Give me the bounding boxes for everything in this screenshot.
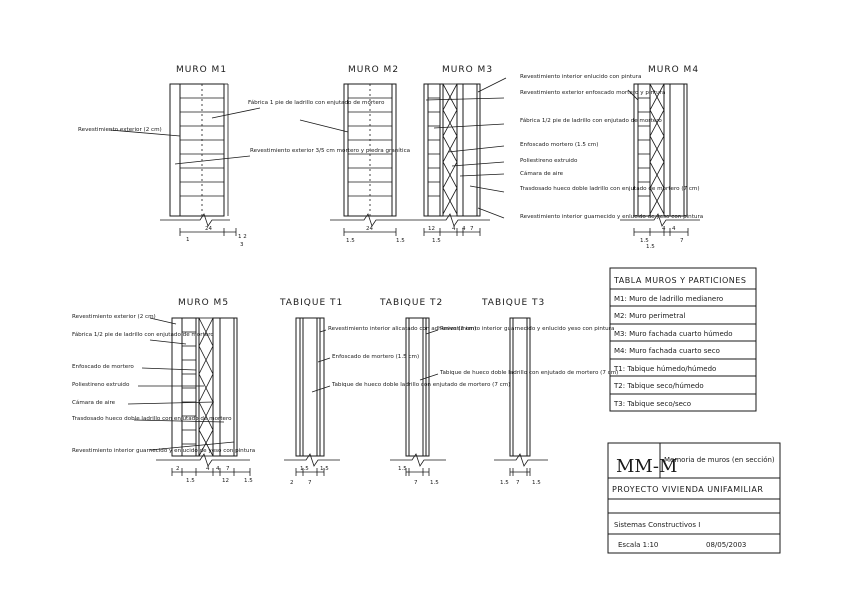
annotation-brick-fabric: Fábrica 1/2 pie de ladrillo con enjutado de mortero xyxy=(520,118,662,124)
annotation-interior-plaster: Revestimiento interior guarnecido y enlucido de yeso con pintura xyxy=(520,214,704,220)
dimension: 7 xyxy=(308,480,312,486)
dimension: 12 xyxy=(222,478,229,484)
wall-title: MURO M5 xyxy=(178,298,230,308)
dimension: 24 xyxy=(205,226,212,232)
wall-title: MURO M4 xyxy=(648,65,700,75)
annotation-interior-plaster: Revestimiento interior guarnecido y enlucido yeso con pintura xyxy=(440,326,615,332)
dimension: 7 xyxy=(680,238,684,244)
partition-title: TABIQUE T1 xyxy=(280,298,344,308)
table-row: T1: Tabique húmedo/húmedo xyxy=(614,365,717,373)
table-row: M4: Muro fachada cuarto seco xyxy=(614,347,720,355)
dimension: 1.5 xyxy=(346,238,355,244)
annotation-exterior-render: Revestimiento exterior (2 cm) xyxy=(72,314,156,320)
annotation-mortar-render: Enfoscado de mortero (1.5 cm) xyxy=(332,354,420,360)
dimension: 1.5 xyxy=(500,480,509,486)
dimension: 1.5 xyxy=(432,238,441,244)
wall-section-m1 xyxy=(78,65,410,248)
table-row: T3: Tabique seco/seco xyxy=(614,400,692,408)
partition-title: TABIQUE T3 xyxy=(482,298,546,308)
annotation-exterior-render: Revestimiento exterior enfoscado mortero y pintura xyxy=(520,90,666,96)
drawing-scale: Escala 1:10 xyxy=(618,541,659,549)
dimension: 1.5 xyxy=(320,466,329,472)
partition-title: TABIQUE T2 xyxy=(380,298,444,308)
dimension: 1.5 xyxy=(640,238,649,244)
dimension: 1 xyxy=(186,237,190,243)
dimension: 1.5 xyxy=(244,478,253,484)
table-row: M3: Muro fachada cuarto húmedo xyxy=(614,330,733,338)
table-row: M1: Muro de ladrillo medianero xyxy=(614,295,724,303)
dimension: 7 xyxy=(516,480,520,486)
dimension: 1.5 xyxy=(430,480,439,486)
dimension: 1.5 xyxy=(300,466,309,472)
dimension: 1.5 xyxy=(186,478,195,484)
annotation-tile-finish: Revestimiento interior alicatado con adhesivo (2 cm) xyxy=(328,326,477,332)
annotation-hollow-brick: Tabique de hueco doble ladrillo con enjutado de mortero (7 cm) xyxy=(440,370,619,376)
table-row: T2: Tabique seco/húmedo xyxy=(614,382,704,390)
course-name: Sistemas Constructivos I xyxy=(614,521,701,529)
annotation-interior-finish: Revestimiento interior enlucido con pintura xyxy=(520,74,642,80)
dimension: 12 xyxy=(428,226,435,232)
annotation-insulation: Poliestireno extruido xyxy=(72,382,130,388)
dimension: 1 2 xyxy=(238,234,247,240)
table-row: M2: Muro perimetral xyxy=(614,312,686,320)
dimension: 7 xyxy=(226,466,230,472)
walls-partitions-table xyxy=(610,268,756,411)
dimension: 4 xyxy=(206,466,210,472)
dimension: 1.5 xyxy=(532,480,541,486)
wall-title: MURO M2 xyxy=(348,65,400,75)
wall-section-m5 xyxy=(71,298,255,484)
drawing-subject: Memoria de muros (en sección) xyxy=(664,456,775,464)
wall-section-m2 xyxy=(300,65,410,244)
drawing-date: 08/05/2003 xyxy=(706,541,747,549)
annotation-mortar-render: Enfoscado mortero (1.5 cm) xyxy=(520,142,599,148)
dimension: 4 xyxy=(672,226,676,232)
annotation-air-cavity: Cámara de aire xyxy=(72,400,116,406)
dimension: 2 xyxy=(176,466,180,472)
dimension: 1.5 xyxy=(398,466,407,472)
annotation-exterior-render: Revestimiento exterior (2 cm) xyxy=(78,127,162,133)
annotation-brick-fabric: Fábrica 1 pie de ladrillo con enjutado de mortero xyxy=(248,100,385,106)
dimension: 3 xyxy=(240,242,244,248)
wall-title: MURO M1 xyxy=(176,65,228,75)
annotation-stone-render: Revestimiento exterior 3/5 cm mortero y piedra granítica xyxy=(250,148,411,154)
dimension: 24 xyxy=(366,226,373,232)
dimension: 2 xyxy=(290,480,294,486)
dimension: 1.5 xyxy=(396,238,405,244)
dimension: 4 xyxy=(662,226,666,232)
annotation-brick-fabric: Fábrica 1/2 pie de ladrillo con enjutado de mortero xyxy=(72,332,214,338)
annotation-hollow-brick-lining: Trasdosado hueco doble ladrillo con enjutado de mortero (7 cm) xyxy=(520,186,700,192)
title-block xyxy=(608,443,780,553)
dimension: 7 xyxy=(470,226,474,232)
table-title: TABLA MUROS Y PARTICIONES xyxy=(614,276,747,285)
dimension: 4 xyxy=(462,226,466,232)
dimension: 7 xyxy=(414,480,418,486)
annotation-hollow-brick-lining: Trasdosado hueco doble ladrillo con enjutado de mortero xyxy=(72,416,232,422)
wall-title: MURO M3 xyxy=(442,65,494,75)
dimension: 4 xyxy=(216,466,220,472)
annotation-insulation: Poliestireno extruido xyxy=(520,158,578,164)
logo-mm-m: MM-M xyxy=(616,456,678,477)
project-name: PROYECTO VIVIENDA UNIFAMILIAR xyxy=(612,485,764,494)
dimension: 1.5 xyxy=(646,244,655,250)
annotation-interior-plaster: Revestimiento interior guarnecido y enlucido de yeso con pintura xyxy=(72,448,256,454)
dimension: 4 xyxy=(452,226,456,232)
annotation-hollow-brick: Tabique de hueco doble ladrillo con enjutado de mortero (7 cm) xyxy=(332,382,511,388)
annotation-mortar-render: Enfoscado de mortero xyxy=(72,364,134,370)
annotation-air-cavity: Cámara de aire xyxy=(520,171,564,177)
